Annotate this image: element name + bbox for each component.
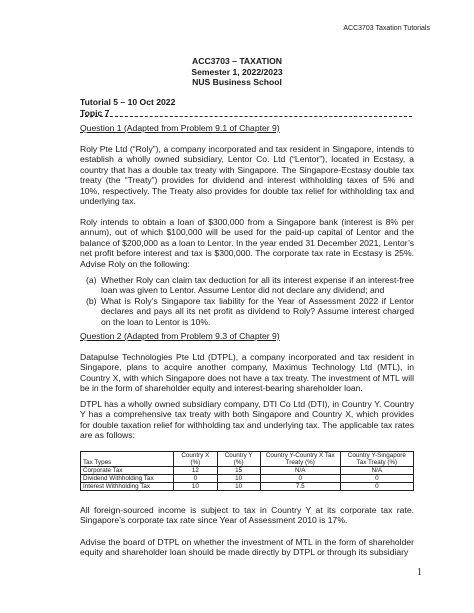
course-title: ACC3703 – TAXATION xyxy=(192,56,282,66)
list-item xyxy=(86,296,414,327)
table-cell: 10 xyxy=(217,483,260,491)
list-text: Whether Roly can claim tax deduction for all its interest expense if an interest-free loan was given to Lentor. Assume Lentor did not declare any dividend; and xyxy=(101,275,414,296)
list-text: What is Roly’s Singapore tax liability for the Year of Assessment 2022 if Lentor declares and pays all its net profit as dividend to Roly? Assume interest charged on the loan to Lentor is 10%. xyxy=(101,295,414,327)
question-1-paragraph-2: Roly intends to obtain a loan of $300,000 from a Singapore bank (interest is 8% per annum), out of which $100,000 will be used for the paid-up capital of Lentor and the balance of $200,000 as a loan to Lentor. In the year ended 31 December 2021, Lentor’s net profit before interest and tax is $300,000. The corporate tax rate in Ecstasy is 25%. Advise Roly on the following: xyxy=(80,217,414,269)
table-header-cell: Tax Types xyxy=(81,452,174,467)
question-2-heading: Question 2 (Adapted from Problem 9.3 of Chapter 9) xyxy=(80,331,280,341)
table-cell: 0 xyxy=(340,483,413,491)
table-row xyxy=(81,483,414,491)
table-cell: 10 xyxy=(174,483,217,491)
title-block xyxy=(0,56,474,88)
tutorial-info xyxy=(80,97,175,118)
tutorial-date: Tutorial 5 – 10 Oct 2022 xyxy=(80,97,176,107)
page-number: 1 xyxy=(417,567,422,578)
question-2-paragraph-4: Advise the board of DTPL on whether the investment of MTL in the form of shareholder equity and shareholder loan should be made directly by DTPL or through its subsidiary xyxy=(80,537,414,558)
table-header-cell: Country X (%) xyxy=(174,452,217,467)
question-2-paragraph-2: DTPL has a wholly owned subsidiary company, DTI Co Ltd (DTI), in Country Y. Country Y has a comprehensive tax treaty with both Singapore and Country X, which provides for double taxation relief for withholding tax and underlying tax. The applicable tax rates are as follows: xyxy=(80,399,414,441)
question-2-paragraph-3: All foreign-sourced income is subject to tax in Country Y at its corporate tax rate. Singapore’s corporate tax rate since Year of Assessment 2010 is 17%. xyxy=(80,505,414,526)
table-row xyxy=(81,475,414,483)
table-cell: 10 xyxy=(217,475,260,483)
list-marker: (b) xyxy=(86,295,97,306)
list-item xyxy=(86,275,414,296)
question-2-paragraph-1: Datapulse Technologies Pte Ltd (DTPL), a company incorporated and tax resident in Singapore, plans to acquire another company, Maximus Technology Ltd (MTL), in Country X, with which Singapore does not have a tax treaty. The investment of MTL will be in the form of shareholder equity and interest-bearing shareholder loan. xyxy=(80,352,414,394)
table-cell: 7.5 xyxy=(260,483,340,491)
question-1-heading: Question 1 (Adapted from Problem 9.1 of Chapter 9) xyxy=(80,123,280,133)
table-cell: Corporate Tax xyxy=(81,467,174,475)
table-cell: N/A xyxy=(260,467,340,475)
table-cell: 0 xyxy=(174,475,217,483)
table-cell: 15 xyxy=(217,467,260,475)
topic: Topic 7 xyxy=(80,107,110,118)
table-cell: Interest Withholding Tax xyxy=(81,483,174,491)
running-header: ACC3703 Taxation Tutorials xyxy=(343,25,430,32)
table-row xyxy=(81,467,414,475)
question-1-paragraph-1: Roly Pte Ltd (“Roly”), a company incorporated and tax resident in Singapore, intends to establish a wholly owned subsidiary, Lentor Co. Ltd (“Lentor”), located in Ecstasy, a country that has a double tax treaty with Singapore. The Singapore-Ecstasy double tax treaty (the “Treaty”) provides for dividend and interest withholding taxes of 5% and 10%, respectively. The Treaty also provides for double tax relief for withholding tax and underlying tax. xyxy=(80,144,414,207)
table-cell: 0 xyxy=(340,475,413,483)
table-cell: 0 xyxy=(260,475,340,483)
table-header-row xyxy=(81,452,414,467)
table-cell: Dividend Withholding Tax xyxy=(81,475,174,483)
dashed-divider xyxy=(80,116,412,117)
table-header-cell: Country Y-Country X Tax Treaty (%) xyxy=(260,452,340,467)
question-1-list xyxy=(86,275,414,327)
table-cell: 12 xyxy=(174,467,217,475)
tax-rate-table xyxy=(80,451,414,491)
table-header-cell: Country Y (%) xyxy=(217,452,260,467)
school: NUS Business School xyxy=(192,77,282,87)
table-cell: N/A xyxy=(340,467,413,475)
semester: Semester 1, 2022/2023 xyxy=(191,66,283,77)
table-header-cell: Country Y-Singapore Tax Treaty (%) xyxy=(340,452,413,467)
list-marker: (a) xyxy=(86,275,97,285)
